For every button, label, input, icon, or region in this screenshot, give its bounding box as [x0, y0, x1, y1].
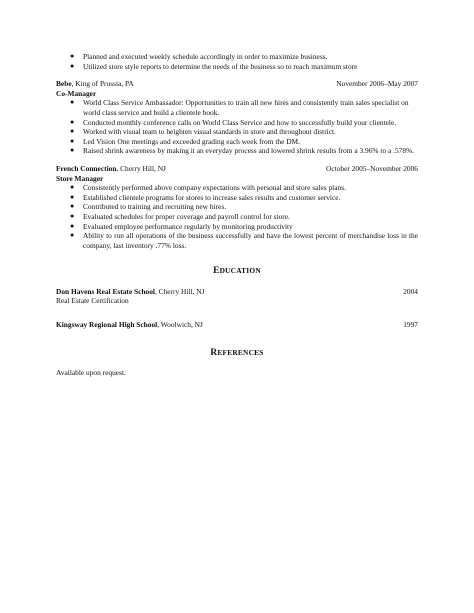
employer-name: Bebe [56, 79, 72, 89]
employer-name: French Connection [56, 163, 117, 173]
school-location: , Cherry Hill, NJ [154, 286, 205, 296]
job-bullets [56, 98, 418, 156]
job-entry-bebe [56, 79, 418, 156]
job-header [56, 79, 418, 89]
previous-job-bullets [56, 52, 418, 71]
school [56, 287, 204, 297]
job-dates: October 2005–November 2006 [326, 163, 418, 173]
list-item: ● Utilized store style reports to determine the needs of the business so to reach maximum store [70, 61, 358, 71]
employer [56, 164, 166, 174]
list-item: ● Consistently performed above company expectations with personal and store sales plans. [70, 183, 346, 193]
list-item: ● Raised shrink awareness by making it an everyday process and lowered shrink results from a 3.96% to a .578%. [70, 146, 415, 156]
bullet-icon: ● [70, 202, 75, 211]
job-bullets [56, 183, 418, 250]
bullet-icon: ● [70, 117, 75, 126]
school-name: Kingsway Regional High School [56, 320, 158, 330]
list-item: ● Evaluated schedules for proper coverage and payroll control for store. [70, 211, 290, 221]
resume-content [56, 52, 418, 378]
education-detail: Real Estate Certification [56, 296, 129, 306]
references-text: Available upon request. [56, 368, 126, 378]
list-item: ● Planned and executed weekly schedule accordingly in order to maximize business. [70, 52, 328, 61]
employer [56, 79, 134, 89]
bullet-icon: ● [70, 221, 75, 230]
bullet-icon: ● [70, 231, 75, 240]
list-item: ● Established clientele programs for stores to increase sales results and customer service. [70, 192, 341, 202]
bullet-icon: ● [70, 127, 75, 136]
list-item: ● Worked with visual team to heighten visual standards in store and throughout district. [70, 127, 336, 137]
bullet-icon: ● [70, 211, 75, 220]
list-item: ● World Class Service Ambassador: Opportunities to train all new hires and consistently train sales specialist on world class service and build a clientele book. [70, 98, 409, 117]
bullet-icon: ● [70, 146, 75, 155]
bullet-icon: ● [70, 192, 75, 201]
job-entry-french-connection [56, 164, 418, 250]
list-item: ● Conducted monthly conference calls on World Class Service and how to successfully build your clientele. [70, 117, 397, 127]
education-row [56, 320, 418, 330]
job-header [56, 164, 418, 174]
job-title: Co-Manager [56, 88, 97, 98]
list-item: ● Evaluated employee performance regularly by monitoring productivity [70, 221, 293, 231]
bullet-icon: ● [70, 61, 75, 70]
bullet-icon: ● [70, 52, 75, 60]
list-item: ● Led Vision One meetings and exceeded grading each week from the DM. [70, 136, 300, 146]
education-row [56, 287, 418, 297]
references-heading: REFERENCES [210, 347, 264, 358]
school [56, 320, 203, 330]
education-heading: EDUCATION [213, 266, 261, 277]
bullet-icon: ● [70, 136, 75, 145]
employer-location: , Cherry Hill, NJ [116, 163, 166, 173]
education-year: 1997 [403, 320, 418, 330]
employer-location: , King of Prussia, PA [71, 79, 134, 89]
list-item: ● Ability to run all operations of the business successfully and have the lowest percent of merchandise loss in the company, last inventory .77% loss. [70, 231, 418, 250]
school-location: , Woolwich, NJ [157, 320, 203, 330]
education-entry [56, 287, 418, 306]
education-year: 2004 [403, 286, 418, 296]
education-entry [56, 320, 418, 330]
job-title: Store Manager [56, 173, 104, 183]
bullet-icon: ● [70, 183, 75, 192]
bullet-icon: ● [70, 98, 75, 107]
school-name: Don Havens Real Estate School [56, 286, 155, 296]
list-item: ● Contributed to training and recruiting new hires. [70, 202, 227, 212]
job-dates: November 2006–May 2007 [336, 79, 418, 89]
